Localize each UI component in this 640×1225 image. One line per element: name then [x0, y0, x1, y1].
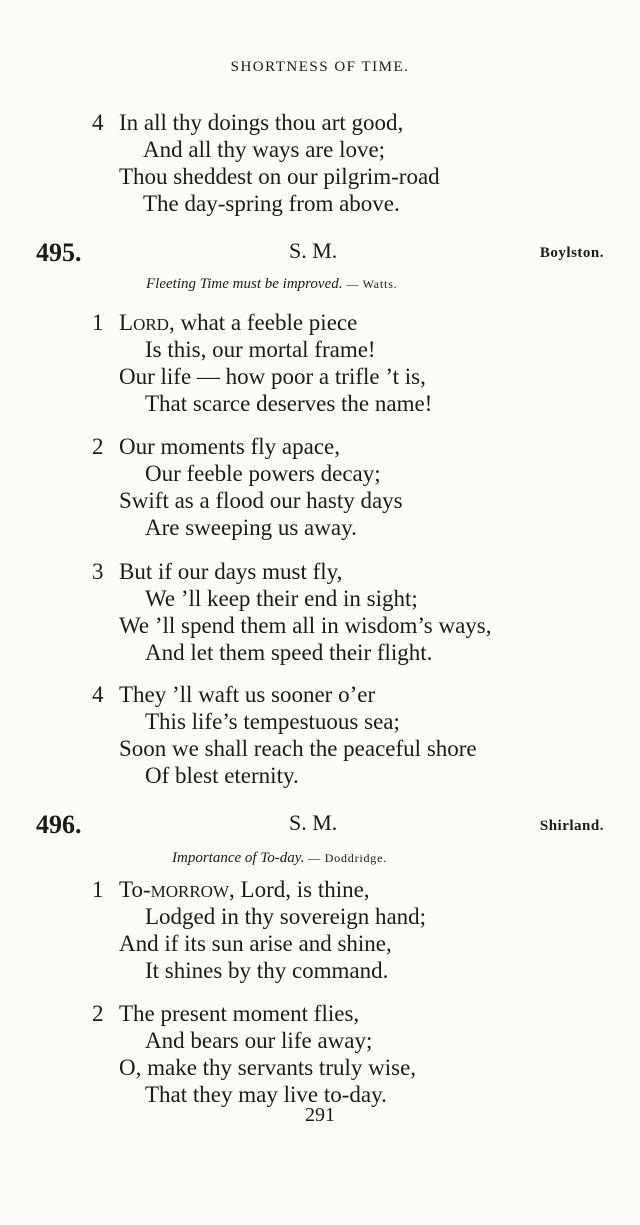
verse-line: Our moments fly apace,	[119, 434, 340, 459]
verse-line: O, make thy servants truly wise,	[119, 1055, 417, 1080]
hymn-meter: S. M.	[289, 810, 338, 835]
verse-line: Are sweeping us away.	[145, 515, 357, 540]
verse-line: Our life — how poor a trifle ’t is,	[119, 364, 426, 389]
verse-line: Is this, our mortal frame!	[145, 337, 376, 362]
first-line-rest: , what a feeble piece	[168, 310, 358, 335]
verse-line	[119, 310, 357, 336]
hymn-author: — Watts.	[346, 277, 398, 291]
verse-number: 3	[92, 559, 104, 584]
hymn-meter: S. M.	[289, 238, 338, 263]
verse-line: That they may live to-day.	[145, 1082, 387, 1107]
verse-line: We ’ll spend them all in wisdom’s ways,	[119, 613, 492, 638]
first-word-small-caps: MORROW	[150, 882, 230, 901]
hymn-subtitle	[146, 276, 397, 293]
verse-line: And if its sun arise and shine,	[119, 931, 392, 956]
verse-line: And let them speed their flight.	[145, 640, 433, 665]
verse-line: And bears our life away;	[145, 1028, 373, 1053]
verse-line: Swift as a flood our hasty days	[119, 488, 403, 513]
verse-line: The present moment flies,	[119, 1001, 360, 1026]
tune-name: Boylston.	[539, 245, 604, 261]
verse-line: Soon we shall reach the peaceful shore	[119, 736, 477, 761]
verse-number: 1	[92, 877, 104, 902]
hymn-number: 496.	[36, 810, 82, 839]
tune-name: Shirland.	[539, 818, 604, 834]
verse-number: 1	[92, 310, 104, 335]
first-line-rest: , Lord, is thine,	[229, 877, 370, 902]
first-word-initial: To-	[119, 877, 151, 902]
page-number: 291	[305, 1104, 335, 1126]
hymn-author: — Doddridge.	[308, 851, 388, 865]
subtitle-text: Fleeting Time must be improved.	[146, 276, 343, 292]
verse-number: 2	[92, 1001, 104, 1026]
verse-line: We ’ll keep their end in sight;	[145, 586, 418, 611]
verse-line: This life’s tempestuous sea;	[145, 709, 400, 734]
verse-line: That scarce deserves the name!	[145, 391, 433, 416]
verse-line: They ’ll waft us sooner o’er	[119, 682, 376, 707]
verse-line: Our feeble powers decay;	[145, 461, 381, 486]
verse-number: 2	[92, 434, 104, 459]
subtitle-text: Importance of To-day.	[172, 850, 305, 866]
verse-line: But if our days must fly,	[119, 559, 343, 584]
verse-line	[119, 877, 370, 903]
verse-line: The day-spring from above.	[143, 191, 400, 216]
hymn-number: 495.	[36, 238, 82, 267]
first-word-initial: L	[119, 310, 134, 335]
verse-line: It shines by thy command.	[145, 958, 389, 983]
verse-number: 4	[92, 110, 104, 135]
running-head: SHORTNESS OF TIME.	[230, 59, 410, 75]
verse-line: In all thy doings thou art good,	[119, 110, 404, 135]
verse-line: Of blest eternity.	[145, 763, 299, 788]
verse-line: Lodged in thy sovereign hand;	[145, 904, 427, 929]
hymn-subtitle	[172, 850, 387, 867]
first-word-small-caps: ORD	[133, 315, 169, 334]
verse-line: Thou sheddest on our pilgrim-road	[119, 164, 440, 189]
verse-line: And all thy ways are love;	[143, 137, 386, 162]
verse-number: 4	[92, 682, 104, 707]
